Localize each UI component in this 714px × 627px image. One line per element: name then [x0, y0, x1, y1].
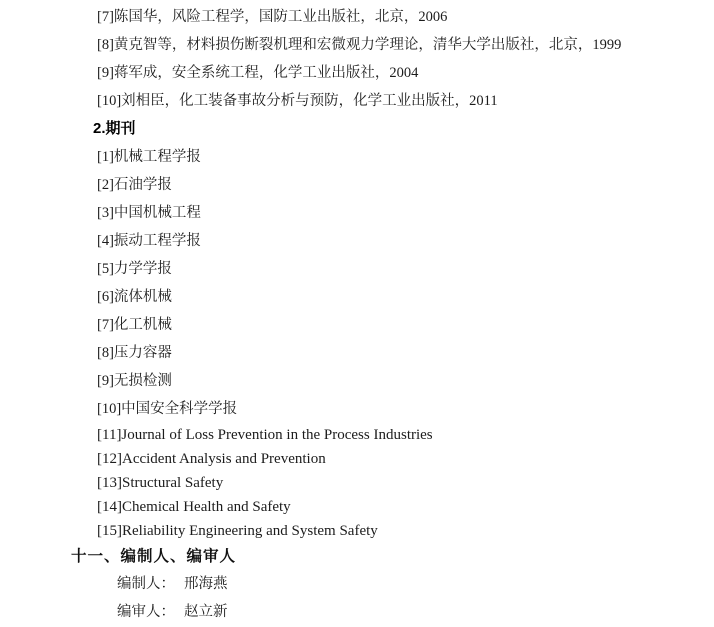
book-reference-item: [10]刘相臣，化工装备事故分析与预防，化学工业出版社，2011 [97, 93, 498, 109]
journal-item: [1]机械工程学报 [97, 149, 201, 165]
book-reference-item: [9]蒋军成，安全系统工程，化学工业出版社，2004 [97, 65, 419, 81]
journal-item: [7]化工机械 [97, 317, 172, 333]
journal-item: [11]Journal of Loss Prevention in the Process Industries [97, 427, 433, 443]
journal-item: [5]力学学报 [97, 261, 172, 277]
editors-section-heading: 十一、编制人、编审人 [71, 548, 237, 565]
journal-item: [12]Accident Analysis and Prevention [97, 451, 326, 467]
journal-item: [14]Chemical Health and Safety [97, 499, 291, 515]
reviewer-label: 编审人： [117, 604, 175, 620]
compiler-label: 编制人： [117, 576, 175, 592]
journals-section-heading: 2.期刊 [93, 120, 136, 137]
journal-item: [3]中国机械工程 [97, 205, 201, 221]
book-reference-item: [8]黄克智等，材料损伤断裂机理和宏微观力学理论，清华大学出版社，北京，1999 [97, 37, 622, 53]
journal-item: [2]石油学报 [97, 177, 172, 193]
book-reference-item: [7]陈国华，风险工程学，国防工业出版社，北京，2006 [97, 9, 448, 25]
reviewer-line [117, 598, 714, 626]
compiler-name: 邢海燕 [184, 576, 228, 592]
journal-item: [8]压力容器 [97, 345, 172, 361]
journal-item: [15]Reliability Engineering and System Safety [97, 523, 378, 539]
compiler-line [117, 570, 714, 598]
reviewer-name: 赵立新 [184, 604, 228, 620]
journal-item: [6]流体机械 [97, 289, 172, 305]
journal-item: [9]无损检测 [97, 373, 172, 389]
journal-item: [10]中国安全科学学报 [97, 401, 238, 417]
journal-item: [4]振动工程学报 [97, 233, 201, 249]
journal-item: [13]Structural Safety [97, 475, 224, 491]
